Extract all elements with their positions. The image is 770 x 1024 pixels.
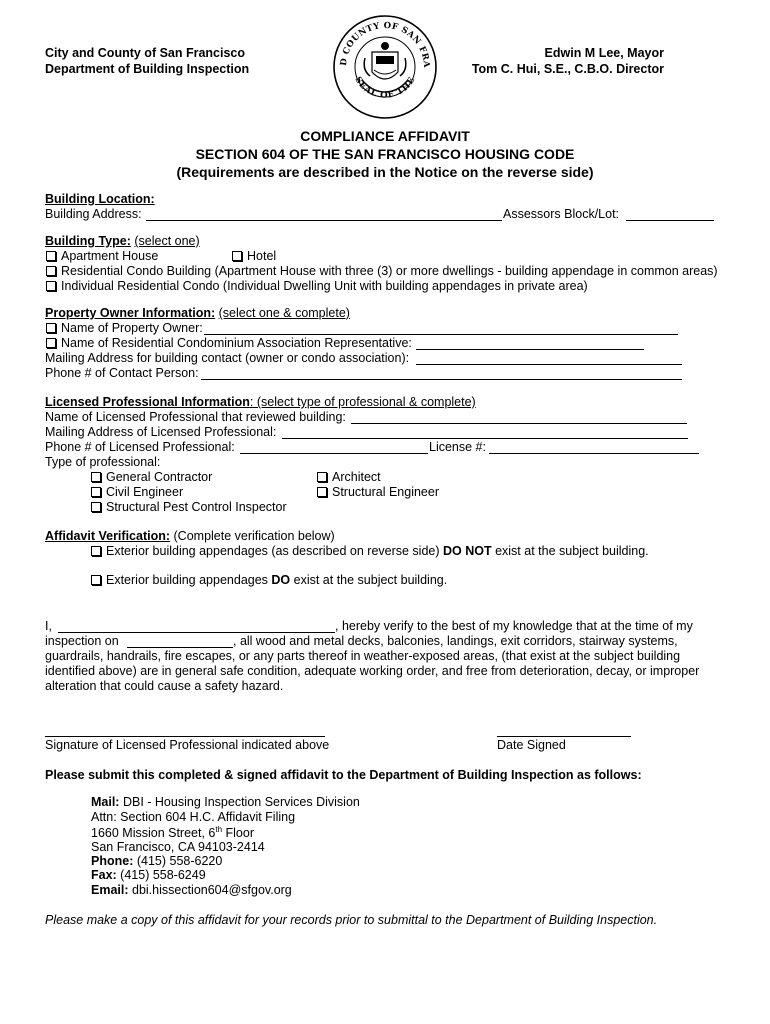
license-number-field[interactable] bbox=[489, 453, 699, 454]
submission-instructions: Please submit this completed & signed affidavit to the Department of Building Inspection as follows: bbox=[45, 768, 642, 782]
checkbox-icon[interactable] bbox=[46, 266, 56, 276]
attn-line: Attn: Section 604 H.C. Affidavit Filing bbox=[91, 810, 296, 824]
footer-note: Please make a copy of this affidavit for your records prior to submittal to the Department of Building Inspection. bbox=[45, 913, 658, 927]
statement-line3: guardrails, handrails, fire escapes, or any parts thereof in weather-exposed areas, (that exist at the subject building bbox=[45, 649, 681, 663]
checkbox-icon[interactable] bbox=[46, 323, 56, 333]
owner-name-label: Name of Property Owner: bbox=[61, 321, 203, 335]
mailing-address-field[interactable] bbox=[416, 364, 682, 365]
type-label: Structural Engineer bbox=[332, 485, 440, 499]
title-line2: SECTION 604 OF THE SAN FRANCISCO HOUSING CODE bbox=[195, 146, 575, 162]
type-architect[interactable] bbox=[317, 470, 381, 484]
checkbox-icon[interactable] bbox=[46, 281, 56, 291]
type-label: Structural Pest Control Inspector bbox=[106, 500, 287, 514]
street-sup: th bbox=[215, 825, 223, 834]
opt2-bold: DO bbox=[271, 573, 291, 587]
seal-bottom-text: SEAL OF THE bbox=[352, 75, 418, 101]
checkbox-icon[interactable] bbox=[91, 575, 101, 585]
option-label: Residential Condo Building (Apartment House with three (3) or more dwellings - building appendage in common areas) bbox=[61, 264, 718, 278]
building-type-heading: Building Type: bbox=[45, 234, 131, 248]
verification-note: (Complete verification below) bbox=[173, 529, 335, 543]
header-right-line1: Edwin M Lee, Mayor bbox=[544, 46, 664, 60]
property-owner-heading: Property Owner Information: bbox=[45, 306, 216, 320]
professional-type-label: Type of professional: bbox=[45, 455, 161, 469]
professional-mailing-label: Mailing Address of Licensed Professional: bbox=[45, 425, 277, 439]
signature-field[interactable] bbox=[45, 736, 325, 737]
property-owner-note: (select one & complete) bbox=[218, 306, 350, 320]
phone-line bbox=[91, 854, 222, 868]
professional-mailing-field[interactable] bbox=[282, 438, 688, 439]
date-signed-field[interactable] bbox=[497, 736, 631, 737]
phone-value: (415) 558-6220 bbox=[133, 854, 223, 868]
option-residential-condo-building[interactable] bbox=[46, 264, 718, 278]
email-link[interactable]: dbi.hissection604@sfgov.org bbox=[128, 883, 292, 897]
inspection-date-field[interactable] bbox=[127, 647, 233, 648]
type-general-contractor[interactable] bbox=[91, 470, 212, 484]
type-structural-pest-control[interactable] bbox=[91, 500, 287, 514]
license-number-label: License #: bbox=[429, 440, 486, 454]
statement-line2: , all wood and metal decks, balconies, landings, exit corridors, stairway systems, bbox=[233, 634, 678, 648]
building-address-field[interactable] bbox=[146, 220, 502, 221]
contact-phone-label: Phone # of Contact Person: bbox=[45, 366, 199, 380]
street-floor: Floor bbox=[222, 826, 254, 840]
header-right-line2: Tom C. Hui, S.E., C.B.O. Director bbox=[471, 62, 664, 76]
option-individual-condo[interactable] bbox=[46, 279, 588, 293]
city-line: San Francisco, CA 94103-2414 bbox=[91, 840, 265, 854]
title-line1: COMPLIANCE AFFIDAVIT bbox=[300, 128, 470, 144]
opt1-bold: DO NOT bbox=[443, 544, 492, 558]
owner-name-field[interactable] bbox=[204, 334, 678, 335]
mail-value: DBI - Housing Inspection Services Division bbox=[119, 795, 360, 809]
type-label: Architect bbox=[332, 470, 381, 484]
statement-line1: , hereby verify to the best of my knowledge that at the time of my bbox=[335, 619, 693, 633]
fax-label: Fax: bbox=[91, 868, 117, 882]
type-label: Civil Engineer bbox=[106, 485, 184, 499]
professional-phone-label: Phone # of Licensed Professional: bbox=[45, 440, 235, 454]
phone-label: Phone: bbox=[91, 854, 134, 868]
option-apartment-house[interactable] bbox=[46, 249, 158, 263]
header-left-line1: City and County of San Francisco bbox=[45, 46, 246, 60]
option-label: Individual Residential Condo (Individual Dwelling Unit with building appendages in private area) bbox=[61, 279, 588, 293]
verifier-name-field[interactable] bbox=[58, 632, 335, 633]
checkbox-icon[interactable] bbox=[91, 546, 101, 556]
checkbox-icon[interactable] bbox=[91, 472, 101, 482]
professional-name-label: Name of Licensed Professional that reviewed building: bbox=[45, 410, 346, 424]
mail-label: Mail: bbox=[91, 795, 120, 809]
owner-name-option[interactable] bbox=[46, 321, 203, 335]
email-line bbox=[91, 883, 292, 897]
fax-value: (415) 558-6249 bbox=[116, 868, 206, 882]
title-line3: (Requirements are described in the Notice on the reverse side) bbox=[176, 164, 594, 180]
option-label: Hotel bbox=[247, 249, 277, 263]
signature-label: Signature of Licensed Professional indicated above bbox=[45, 738, 330, 752]
opt2-post: exist at the subject building. bbox=[290, 573, 448, 587]
condo-rep-option[interactable] bbox=[46, 336, 412, 350]
email-label: Email: bbox=[91, 883, 129, 897]
licensed-professional-heading: Licensed Professional Information bbox=[45, 395, 250, 409]
date-signed-label: Date Signed bbox=[497, 738, 566, 752]
verification-option-do[interactable] bbox=[91, 573, 447, 587]
type-label: General Contractor bbox=[106, 470, 213, 484]
licensed-professional-note: : (select type of professional & complete) bbox=[249, 395, 476, 409]
statement-line4: identified above) are in general safe condition, adequate working order, and free from deterioration, decay, or improper bbox=[45, 664, 700, 678]
checkbox-icon[interactable] bbox=[317, 487, 327, 497]
street-line bbox=[91, 825, 254, 840]
professional-phone-field[interactable] bbox=[240, 453, 428, 454]
checkbox-icon[interactable] bbox=[46, 338, 56, 348]
type-structural-engineer[interactable] bbox=[317, 485, 439, 499]
verification-option-do-not[interactable] bbox=[91, 544, 649, 558]
checkbox-icon[interactable] bbox=[46, 251, 56, 261]
statement-i: I, bbox=[45, 619, 52, 633]
city-seal-icon bbox=[332, 14, 438, 120]
opt1-text: Exterior building appendages (as described on reverse side) bbox=[106, 544, 443, 558]
opt1-post: exist at the subject building. bbox=[491, 544, 649, 558]
building-location-heading: Building Location: bbox=[45, 192, 155, 206]
checkbox-icon[interactable] bbox=[232, 251, 242, 261]
checkbox-icon[interactable] bbox=[91, 487, 101, 497]
contact-phone-field[interactable] bbox=[201, 379, 682, 380]
opt2-text: Exterior building appendages bbox=[106, 573, 272, 587]
street-text: 1660 Mission Street, 6 bbox=[91, 826, 216, 840]
condo-rep-label: Name of Residential Condominium Association Representative: bbox=[61, 336, 412, 350]
seal-top-text: D COUNTY OF SAN FRA bbox=[338, 20, 432, 69]
verification-heading: Affidavit Verification: bbox=[45, 529, 171, 543]
checkbox-icon[interactable] bbox=[317, 472, 327, 482]
statement-line5: alteration that could cause a safety hazard. bbox=[45, 679, 284, 693]
mail-line bbox=[91, 795, 360, 809]
statement-inspection-on: inspection on bbox=[45, 634, 119, 648]
header-left-line2: Department of Building Inspection bbox=[45, 62, 250, 76]
option-hotel[interactable] bbox=[232, 249, 276, 263]
fax-line bbox=[91, 868, 206, 882]
block-lot-field[interactable] bbox=[626, 220, 714, 221]
building-type-note: (select one) bbox=[134, 234, 200, 248]
condo-rep-field[interactable] bbox=[416, 349, 644, 350]
building-address-label: Building Address: bbox=[45, 207, 142, 221]
checkbox-icon[interactable] bbox=[91, 502, 101, 512]
option-label: Apartment House bbox=[61, 249, 159, 263]
mailing-address-label: Mailing Address for building contact (owner or condo association): bbox=[45, 351, 410, 365]
type-civil-engineer[interactable] bbox=[91, 485, 183, 499]
professional-name-field[interactable] bbox=[351, 423, 687, 424]
block-lot-label: Assessors Block/Lot: bbox=[503, 207, 620, 221]
